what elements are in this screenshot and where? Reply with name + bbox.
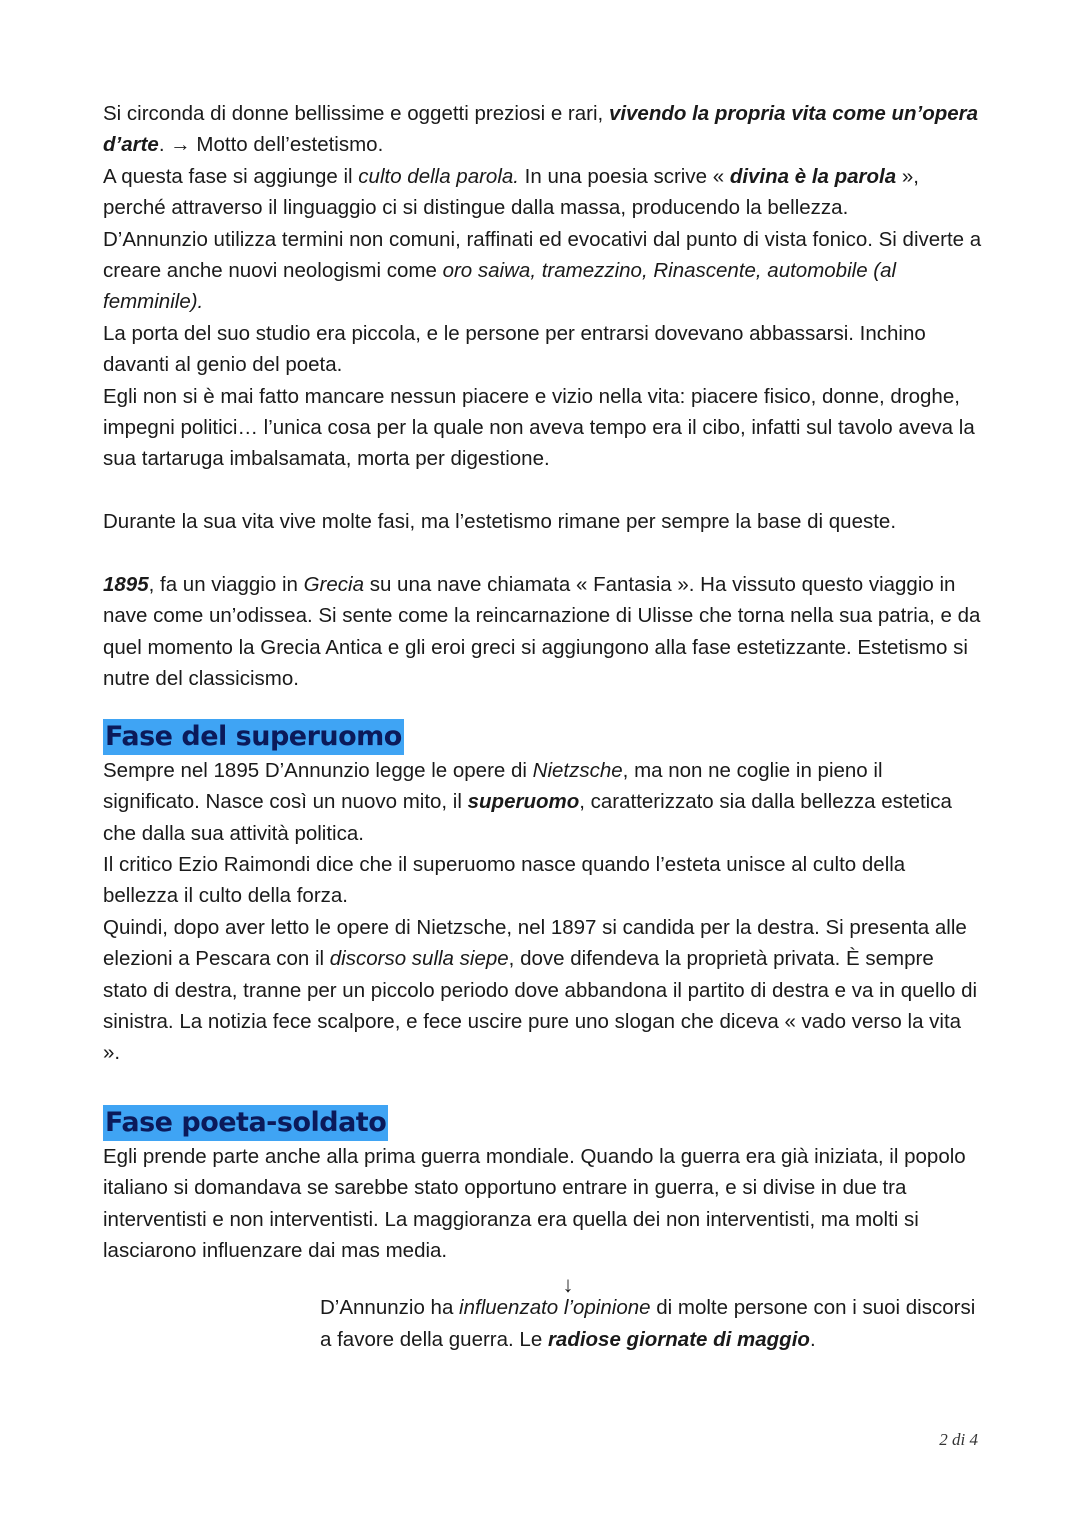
paragraph-fasi: Durante la sua vita vive molte fasi, ma l’estetismo rimane per sempre la base di queste. <box>103 510 897 534</box>
text: Si circonda di donne bellissime e oggetti preziosi e rari, <box>103 102 609 125</box>
italic-text: Nietzsche <box>532 758 623 782</box>
text: Quindi, dopo aver letto le opere di Nietzsche, nel 1897 si candida per la destra. Si presenta alle elezioni a Pescara con il <box>103 915 967 971</box>
section-heading-poeta-soldato: Fase poeta-soldato <box>103 1105 388 1141</box>
text: , dove difendeva la proprietà privata. È sempre stato di destra, tranne per un piccolo periodo dove abbandona il partito di destra e va in quello di sinistra. La notizia fece scalpore, e fece uscire pure uno slogan che diceva « vado verso la vita ». <box>103 947 978 1065</box>
italic-text: Grecia <box>303 573 364 597</box>
paragraph-opinione <box>103 1292 983 1355</box>
italic-text: influenzato l’opinione <box>459 1296 651 1320</box>
paragraph-nietzsche <box>103 755 983 849</box>
text: di molte persone con i suoi discorsi a favore della guerra. Le <box>320 1296 976 1351</box>
italic-text: discorso sulla siepe <box>329 947 509 971</box>
text: . <box>809 1327 816 1351</box>
text: , fa un viaggio in <box>148 573 304 597</box>
italic-text: oro saiwa, tramezzino, Rinascente, automobile (al femminile). <box>103 259 897 314</box>
emphasis-year: 1895 <box>103 573 149 597</box>
paragraph-studio: La porta del suo studio era piccola, e le persone per entrarsi dovevano abbassarsi. Inchino davanti al genio del poeta. <box>103 321 926 377</box>
arrow-right-icon: → <box>170 133 191 157</box>
text: In una poesia scrive « <box>518 164 730 188</box>
text: A questa fase si aggiunge il <box>103 164 359 188</box>
paragraph-piaceri: Egli non si è mai fatto mancare nessun piacere e vizio nella vita: piacere fisico, donne, droghe, impegni politici… l’unica cosa per la quale non aveva tempo era il cibo, infatti sul tavolo aveva la sua tartaruga imbalsamata, morta per digestione. <box>103 384 975 471</box>
paragraph-guerra: Egli prende parte anche alla prima guerra mondiale. Quando la guerra era già iniziata, il popolo italiano si domandava se sarebbe stato opportuno entrare in guerra, e si divise in due tra interventisti e non interventisti. La maggioranza era quella dei non interventisti, ma molti si lasciarono influenzare dai mas media. <box>103 1144 966 1262</box>
italic-text: culto della parola. <box>358 164 519 188</box>
document-body <box>103 98 983 1355</box>
paragraph-neologismi <box>103 224 983 318</box>
text: . <box>158 133 171 157</box>
text: su una nave chiamata « Fantasia ». Ha vissuto questo viaggio in nave come un’odissea. Si sente come la reincarnazione di Ulisse che torna nella sua patria, e da quel momento la Grecia Antica e gli eroi greci si aggiungono alla fase estetizzante. Estetismo si nutre del classicismo. <box>103 573 981 691</box>
text: , ma non ne coglie in pieno il significato. Nasce così un nuovo mito, il <box>103 758 883 814</box>
emphasis: superuomo <box>467 790 580 814</box>
paragraph-estetismo <box>103 98 983 161</box>
text: , caratterizzato sia dalla bellezza estetica che dalla sua attività politica. <box>103 790 952 845</box>
emphasis: radiose giornate di maggio <box>547 1327 810 1351</box>
text: D’Annunzio ha <box>320 1296 460 1320</box>
page-number: 2 di 4 <box>939 1430 978 1449</box>
text: », perché attraverso il linguaggio ci si distingue dalla massa, producendo la bellezza. <box>103 164 919 220</box>
text: Motto dell’estetismo. <box>190 133 384 157</box>
paragraph-culto-parola <box>103 161 983 224</box>
text: Sempre nel 1895 D’Annunzio legge le opere di <box>103 758 533 782</box>
paragraph-raimondi: Il critico Ezio Raimondi dice che il superuomo nasce quando l’esteta unisce al culto della bellezza il culto della forza. <box>103 852 906 908</box>
emphasis: vivendo la propria vita come un’opera d’arte <box>103 102 979 157</box>
emphasis: divina è la parola <box>729 164 897 188</box>
text: D’Annunzio utilizza termini non comuni, raffinati ed evocativi dal punto di vista fonico. Si diverte a creare anche nuovi neologismi come <box>103 227 982 283</box>
section-heading-superuomo: Fase del superuomo <box>103 719 404 755</box>
arrow-down-icon: ↓ <box>562 1272 574 1298</box>
paragraph-elezioni <box>103 912 983 1069</box>
paragraph-grecia <box>103 569 983 695</box>
